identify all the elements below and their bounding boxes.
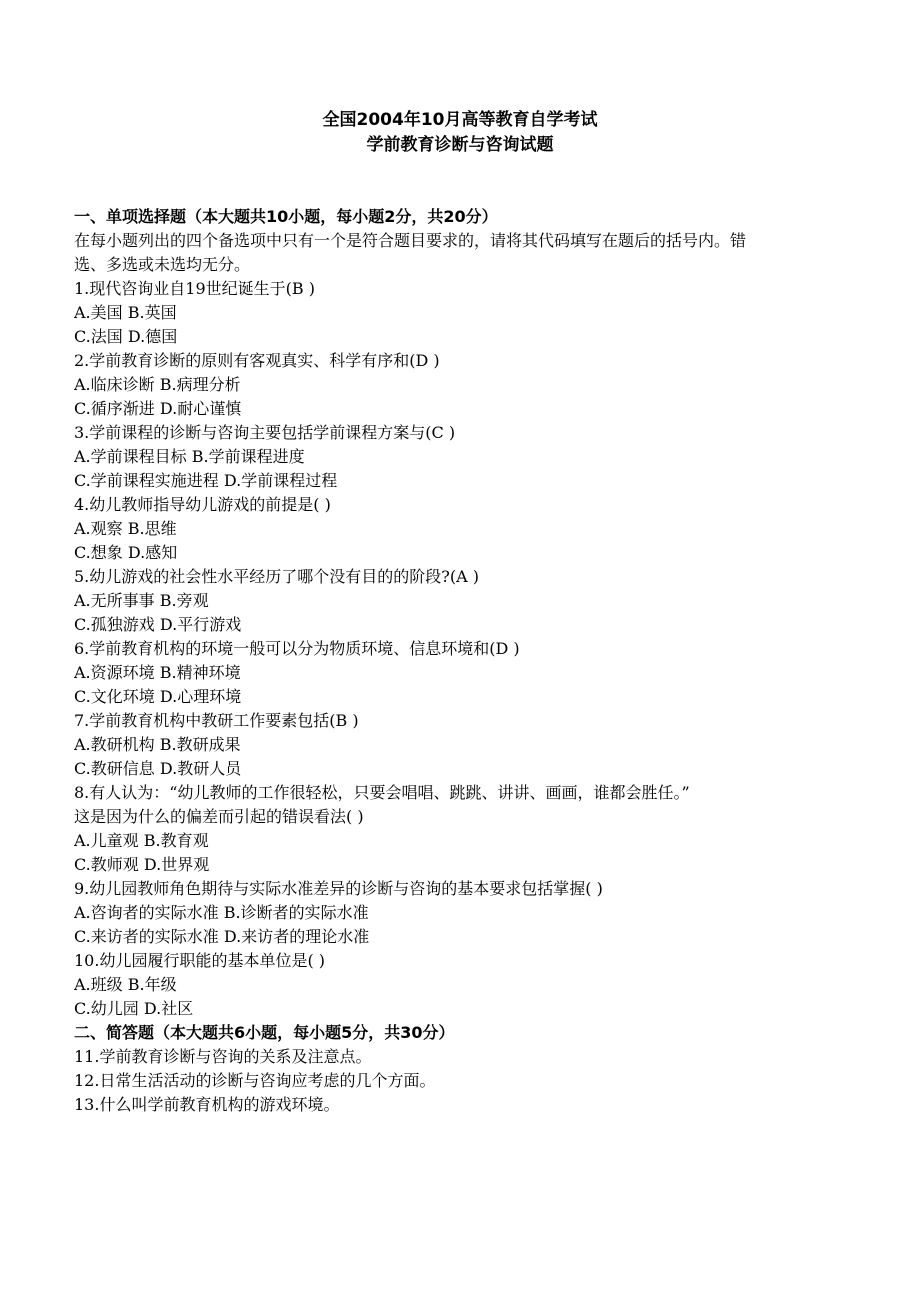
question-options: A.教研机构 B.教研成果 (74, 735, 241, 754)
question-stem: 2.学前教育诊断的原则有客观真实、科学有序和(D ) (74, 351, 440, 370)
question-stem: 5.幼儿游戏的社会性水平经历了哪个没有目的的阶段?(A ) (74, 567, 479, 586)
exam-subject-title: 学前教育诊断与咨询试题 (366, 135, 554, 155)
question-stem: 8.有人认为：“幼儿教师的工作很轻松，只要会唱唱、跳跳、讲讲、画画，谁都会胜任。” (74, 783, 690, 802)
question-options: C.来访者的实际水准 D.来访者的理论水准 (74, 927, 370, 946)
question-options: A.临床诊断 B.病理分析 (74, 375, 241, 394)
question-options: A.班级 B.年级 (74, 975, 177, 994)
question-stem: 3.学前课程的诊断与咨询主要包括学前课程方案与(C ) (74, 423, 456, 442)
question-options: C.教师观 D.世界观 (74, 855, 210, 874)
short-answer-question: 12.日常生活活动的诊断与咨询应考虑的几个方面。 (74, 1071, 436, 1090)
short-answer-question: 13.什么叫学前教育机构的游戏环境。 (74, 1095, 340, 1114)
question-stem: 9.幼儿园教师角色期待与实际水准差异的诊断与咨询的基本要求包括掌握( ) (74, 879, 603, 898)
question-options: C.学前课程实施进程 D.学前课程过程 (74, 471, 338, 490)
question-options: C.想象 D.感知 (74, 543, 178, 562)
section-instructions: 选、多选或未选均无分。 (74, 255, 251, 274)
question-options: A.观察 B.思维 (74, 519, 177, 538)
question-stem: 4.幼儿教师指导幼儿游戏的前提是( ) (74, 495, 331, 514)
question-options: A.无所事事 B.旁观 (74, 591, 209, 610)
question-options: A.咨询者的实际水准 B.诊断者的实际水准 (74, 903, 369, 922)
question-options: C.孤独游戏 D.平行游戏 (74, 615, 242, 634)
section-heading-short-answer: 二、简答题（本大题共6小题，每小题5分，共30分） (74, 1023, 455, 1042)
question-options: A.儿童观 B.教育观 (74, 831, 209, 850)
question-options: A.学前课程目标 B.学前课程进度 (74, 447, 305, 466)
section-heading-single-choice: 一、单项选择题（本大题共10小题，每小题2分，共20分） (74, 207, 498, 226)
question-options: A.美国 B.英国 (74, 303, 177, 322)
question-options: C.幼儿园 D.社区 (74, 999, 194, 1018)
question-options: C.教研信息 D.教研人员 (74, 759, 242, 778)
exam-title-block (0, 108, 920, 158)
question-options: C.法国 D.德国 (74, 327, 178, 346)
exam-title: 全国2004年10月高等教育自学考试 (322, 110, 598, 130)
question-stem: 7.学前教育机构中教研工作要素包括(B ) (74, 711, 359, 730)
question-stem: 10.幼儿园履行职能的基本单位是( ) (74, 951, 326, 970)
question-stem: 6.学前教育机构的环境一般可以分为物质环境、信息环境和(D ) (74, 639, 520, 658)
exam-content (74, 205, 854, 1117)
question-options: C.循序渐进 D.耐心谨慎 (74, 399, 242, 418)
short-answer-question: 11.学前教育诊断与咨询的关系及注意点。 (74, 1047, 372, 1066)
question-options: A.资源环境 B.精神环境 (74, 663, 241, 682)
question-options: C.文化环境 D.心理环境 (74, 687, 242, 706)
question-stem-continued: 这是因为什么的偏差而引起的错误看法( ) (74, 807, 364, 826)
question-stem: 1.现代咨询业自19世纪诞生于(B ) (74, 279, 315, 298)
section-instructions: 在每小题列出的四个备选项中只有一个是符合题目要求的，请将其代码填写在题后的括号内。错 (74, 231, 747, 250)
